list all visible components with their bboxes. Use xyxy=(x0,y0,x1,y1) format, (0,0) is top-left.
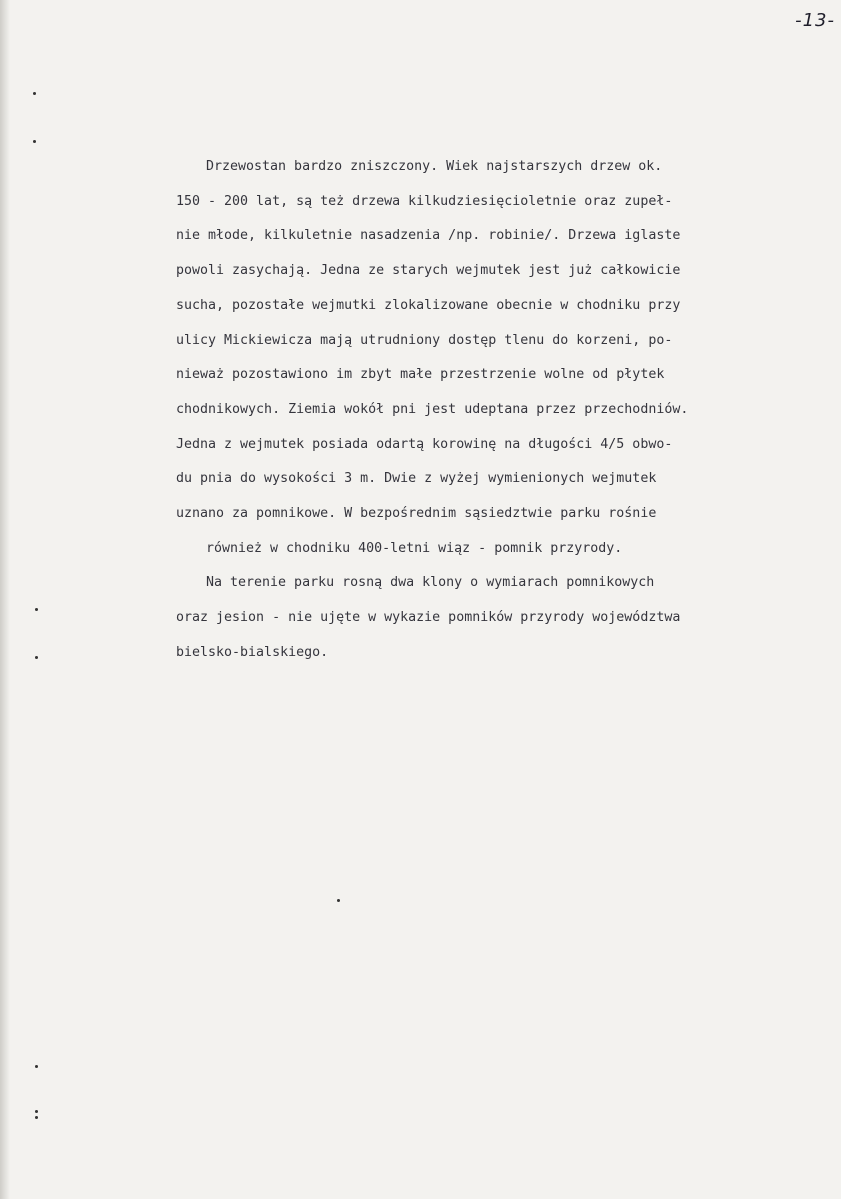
text-line: uznano za pomnikowe. W bezpośrednim sąsiedztwie parku rośnie xyxy=(176,506,657,522)
text-line: du pnia do wysokości 3 m. Dwie z wyżej wymienionych wejmutek xyxy=(176,471,657,487)
text-line: również w chodniku 400-letni wiąz - pomnik przyrody. xyxy=(206,540,623,556)
speck-mark xyxy=(33,92,36,95)
speck-mark xyxy=(35,1065,38,1068)
paragraph-1 xyxy=(176,150,816,566)
speck-mark xyxy=(337,899,340,902)
speck-mark xyxy=(33,140,36,143)
text-line: Jedna z wejmutek posiada odartą korowinę na długości 4/5 obwo- xyxy=(176,436,673,452)
text-line: oraz jesion - nie ujęte w wykazie pomników przyrody województwa xyxy=(176,610,681,626)
speck-mark xyxy=(35,608,38,611)
text-line: nieważ pozostawiono im zbyt małe przestrzenie wolne od płytek xyxy=(176,367,665,383)
text-line: 150 - 200 lat, są też drzewa kilkudziesięcioletnie oraz zupeł- xyxy=(176,193,673,209)
text-line: powoli zasychają. Jedna ze starych wejmutek jest już całkowicie xyxy=(176,263,681,279)
text-line: nie młode, kilkuletnie nasadzenia /np. robinie/. Drzewa iglaste xyxy=(176,228,681,244)
paper-edge-shadow xyxy=(0,0,10,1199)
text-line: Drzewostan bardzo zniszczony. Wiek najstarszych drzew ok. xyxy=(206,159,663,174)
text-line: bielsko-bialskiego. xyxy=(176,644,329,660)
paragraph-2 xyxy=(176,566,816,670)
text-line: Na terenie parku rosną dwa klony o wymiarach pomnikowych xyxy=(206,575,655,591)
speck-mark xyxy=(35,1110,38,1113)
page-number: -13- xyxy=(795,10,835,31)
text-line: sucha, pozostałe wejmutki zlokalizowane obecnie w chodniku przy xyxy=(176,297,681,313)
body-text xyxy=(176,150,816,671)
speck-mark xyxy=(35,1116,38,1119)
text-line: ulicy Mickiewicza mają utrudniony dostęp tlenu do korzeni, po- xyxy=(176,332,673,348)
text-line: chodnikowych. Ziemia wokół pni jest udeptana przez przechodniów. xyxy=(176,401,689,417)
speck-mark xyxy=(35,656,38,659)
